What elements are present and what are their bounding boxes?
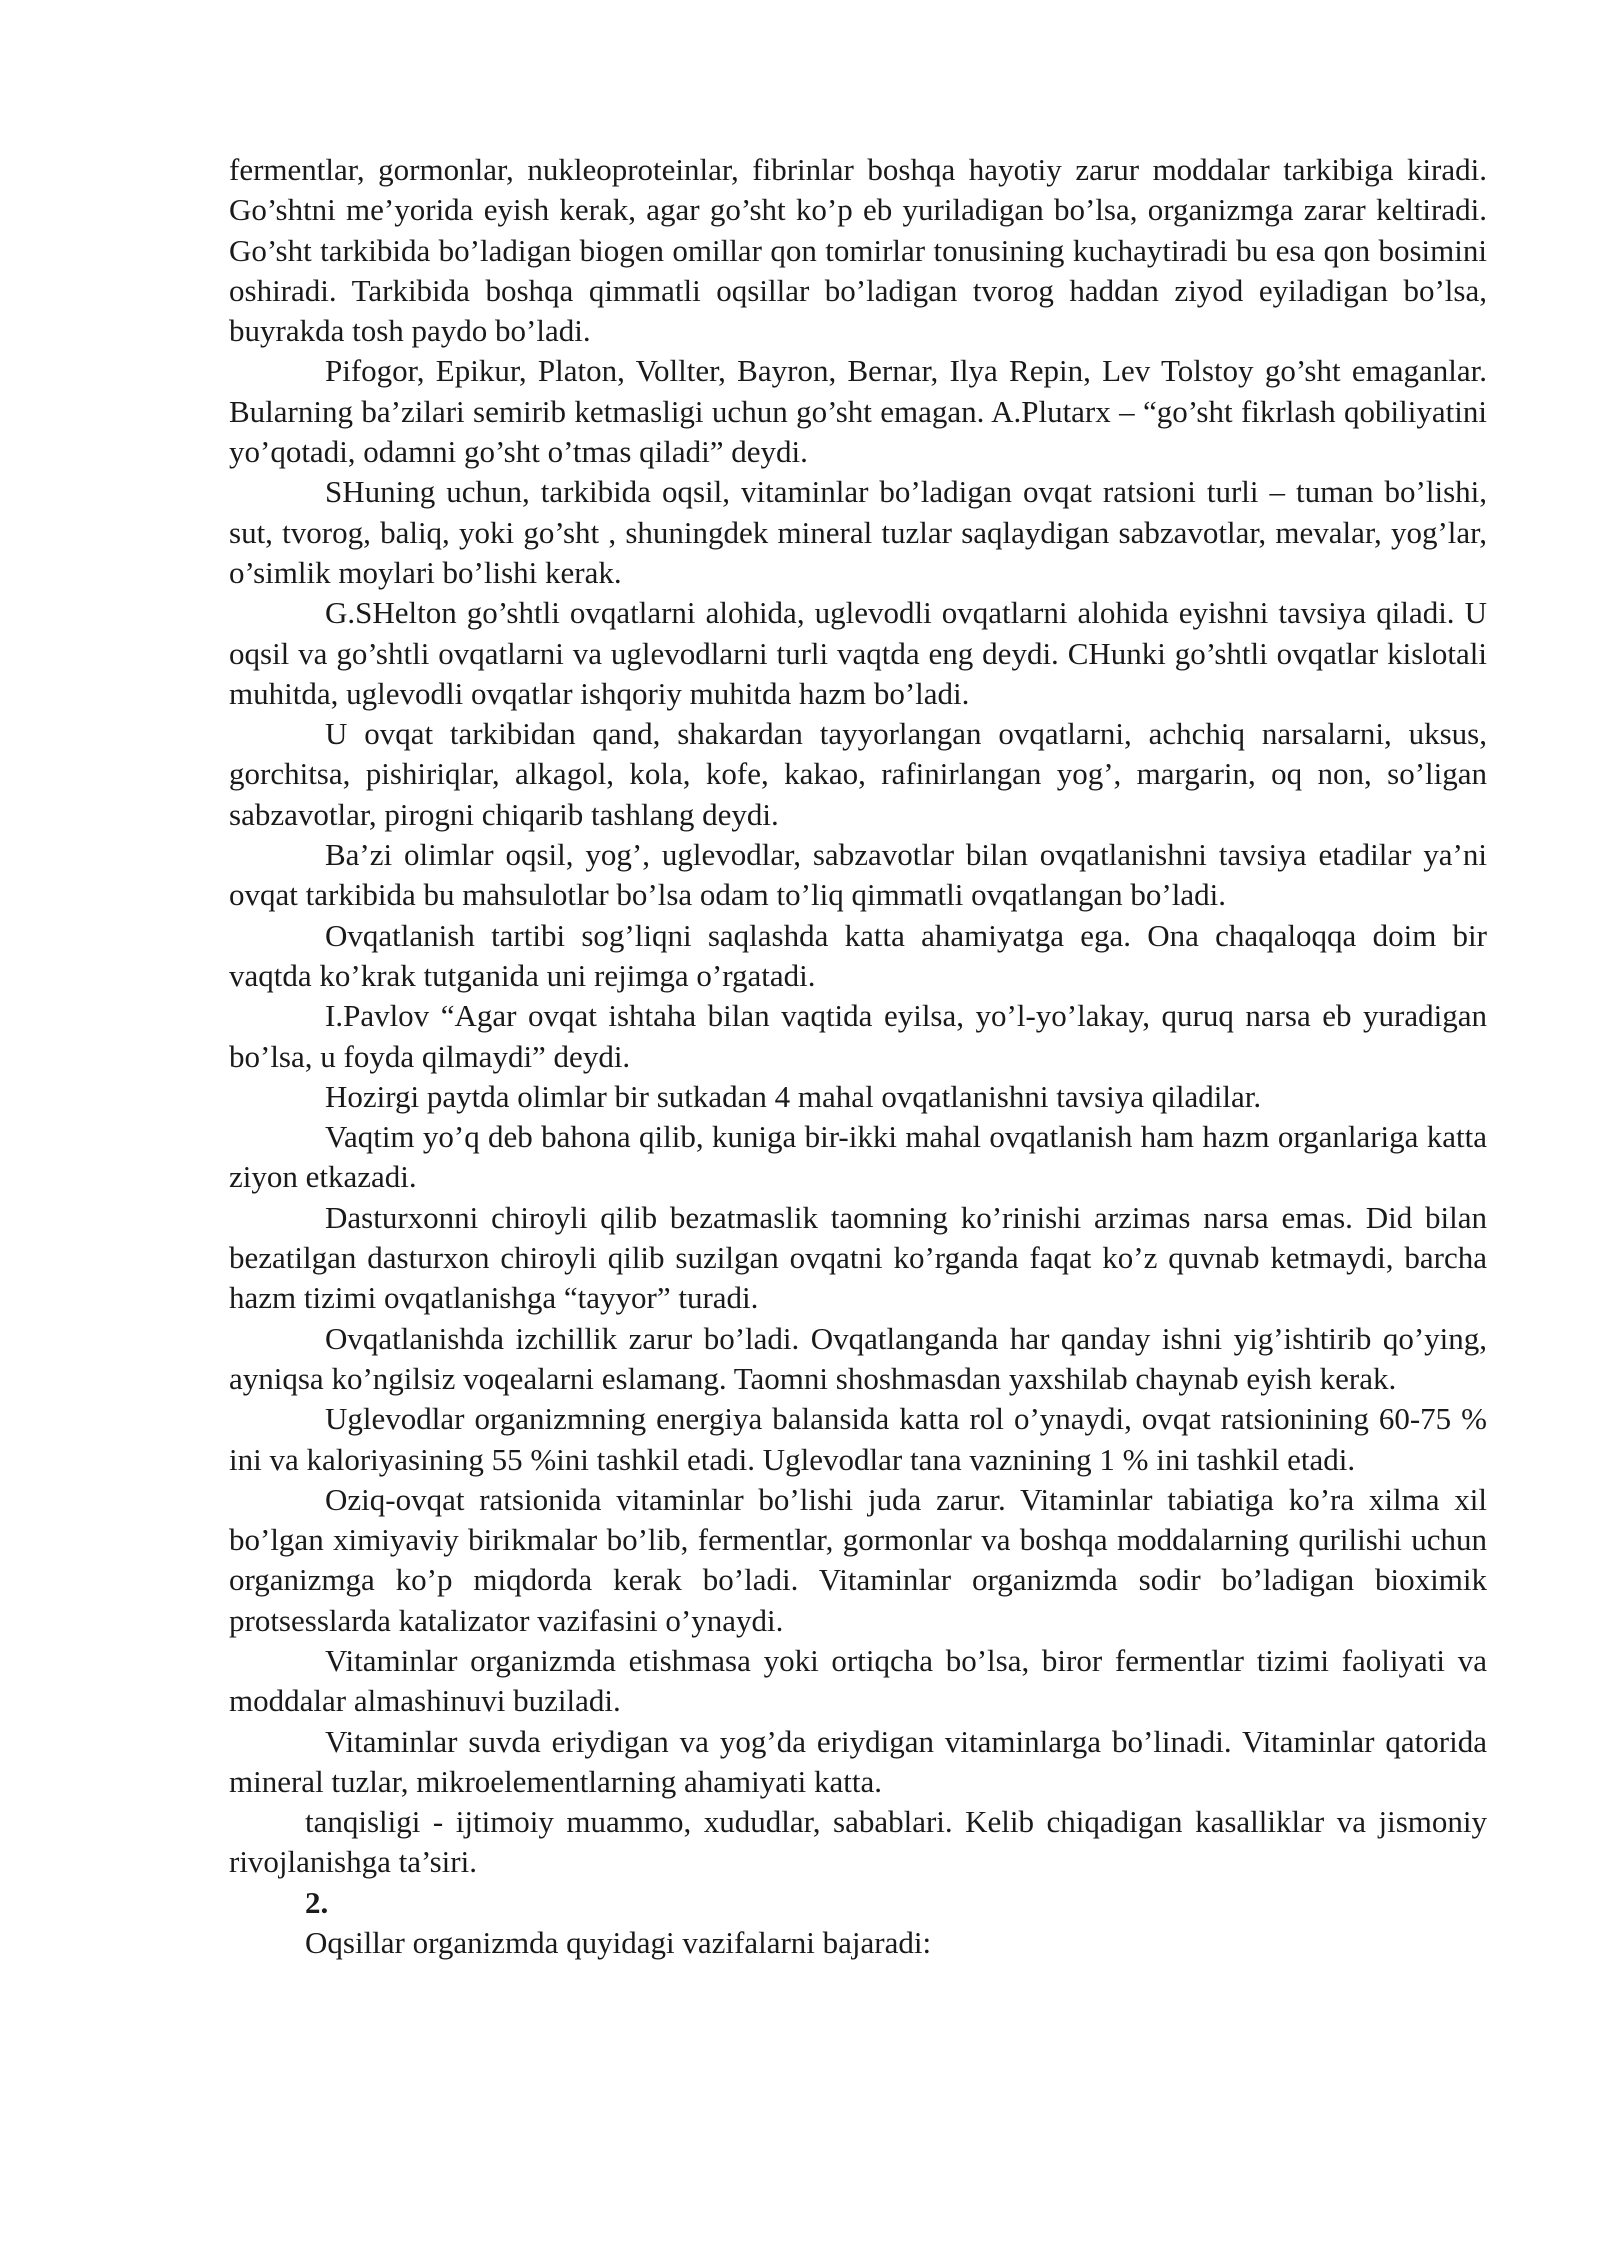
paragraph: Ovqatlanishda izchillik zarur bo’ladi. Ovqatlanganda har qanday ishni yig’ishtirib qo’ying, ayniqsa ko’ngilsiz voqealarni eslamang. Taomni shoshmasdan yaxshilab chaynab eyish kerak.	[229, 1320, 1487, 1396]
paragraph: Vaqtim yo’q deb bahona qilib, kuniga bir-ikki mahal ovqatlanish ham hazm organlariga katta ziyon etkazadi.	[229, 1119, 1487, 1195]
paragraph: Vitaminlar organizmda etishmasa yoki ortiqcha bo’lsa, biror fermentlar tizimi faoliyati va moddalar almashinuvi buziladi.	[229, 1642, 1487, 1719]
paragraph: Hozirgi paytda olimlar bir sutkadan 4 mahal ovqatlanishni tavsiya qiladilar.	[325, 1078, 1262, 1114]
section-intro-line: Oqsillar organizmda quyidagi vazifalarni bajaradi:	[305, 1925, 932, 1961]
paragraph: Dasturxonni chiroyli qilib bezatmaslik taomning ko’rinishi arzimas narsa emas. Did bilan bezatilgan dasturxon chiroyli qilib suzilgan ovqatni ko’rganda faqat ko’z quvnab ketmaydi, barcha hazm tizimi ovqatlanishga “tayyor” turadi.	[229, 1199, 1487, 1316]
paragraph: G.SHelton go’shtli ovqatlarni alohida, uglevodli ovqatlarni alohida eyishni tavsiya qiladi. U oqsil va go’shtli ovqatlarni va uglevodlarni turli vaqtda eng deydi. CHunki go’shtli ovqatlar kislotali muhitda, uglevodli ovqatlar ishqoriy muhitda hazm bo’ladi.	[229, 595, 1487, 711]
paragraph: U ovqat tarkibidan qand, shakardan tayyorlangan ovqatlarni, achchiq narsalarni, uksus, gorchitsa, pishiriqlar, alkagol, kola, kofe, kakao, rafinirlangan yog’, margarin, oq non, so’ligan sabzavotlar, pirogni chiqarib tashlang deydi.	[229, 716, 1487, 832]
paragraph: Ovqatlanish tartibi sog’liqni saqlashda katta ahamiyatga ega. Ona chaqaloqqa doim bir vaqtda ko’krak tutganida uni rejimga o’rgatadi.	[229, 917, 1487, 993]
paragraph: Uglevodlar organizmning energiya balansida katta rol o’ynaydi, ovqat ratsionining 60-75 % ini va kaloriyasining 55 %ini tashkil etadi. Uglevodlar tana vaznining 1 % ini tashkil etadi.	[229, 1401, 1487, 1477]
section-number: 2.	[305, 1884, 329, 1920]
paragraph: Ba’zi olimlar oqsil, yog’, uglevodlar, sabzavotlar bilan ovqatlanishni tavsiya etadilar ya’ni ovqat tarkibida bu mahsulotlar bo’lsa odam to’liq qimmatli ovqatlangan bo’ladi.	[229, 837, 1487, 913]
paragraph: fermentlar, gormonlar, nukleoproteinlar, fibrinlar boshqa hayotiy zarur moddalar tarkibiga kiradi. Go’shtni me’yorida eyish kerak, agar go’sht ko’p eb yuriladigan bo’lsa, organizmga zarar keltiradi. Go’sht tarkibida bo’ladigan biogen omillar qon tomirlar tonusining kuchaytiradi bu esa qon bosimini oshiradi. Tarkibida boshqa qimmatli oqsillar bo’ladigan tvorog haddan ziyod eyiladigan bo’lsa, buyrakda tosh paydo bo’ladi.	[229, 152, 1487, 349]
paragraph: Oziq-ovqat ratsionida vitaminlar bo’lishi juda zarur. Vitaminlar tabiatiga ko’ra xilma xil bo’lgan ximiyaviy birikmalar bo’lib, fermentlar, gormonlar va boshqa moddalarning qurilishi uchun organizmga ko’p miqdorda kerak bo’ladi. Vitaminlar organizmda sodir bo’ladigan bioximik protsesslarda katalizator vazifasini o’ynaydi.	[229, 1481, 1487, 1638]
paragraph: Vitaminlar suvda eriydigan va yog’da eriydigan vitaminlarga bo’linadi. Vitaminlar qatorida mineral tuzlar, mikroelementlarning ahamiyati katta.	[229, 1723, 1487, 1799]
paragraph: SHuning uchun, tarkibida oqsil, vitaminlar bo’ladigan ovqat ratsioni turli – tuman bo’lishi, sut, tvorog, baliq, yoki go’sht , shuningdek mineral tuzlar saqlaydigan sabzavotlar, mevalar, yog’lar, o’simlik moylari bo’lishi kerak.	[229, 474, 1487, 590]
paragraph: tanqisligi - ijtimoiy muammo, xududlar, sabablari. Kelib chiqadigan kasalliklar va jismoniy rivojlanishga ta’siri.	[229, 1804, 1487, 1880]
document-body	[229, 150, 1487, 1963]
paragraph: I.Pavlov “Agar ovqat ishtaha bilan vaqtida eyilsa, yo’l-yo’lakay, quruq narsa eb yuradigan bo’lsa, u foyda qilmaydi” deydi.	[229, 998, 1487, 1074]
paragraph: Pifogor, Epikur, Platon, Vollter, Bayron, Bernar, Ilya Repin, Lev Tolstoy go’sht emaganlar. Bularning ba’zilari semirib ketmasligi uchun go’sht emagan. A.Plutarx – “go’sht fikrlash qobiliyatini yo’qotadi, odamni go’sht o’tmas qiladi” deydi.	[229, 353, 1487, 470]
